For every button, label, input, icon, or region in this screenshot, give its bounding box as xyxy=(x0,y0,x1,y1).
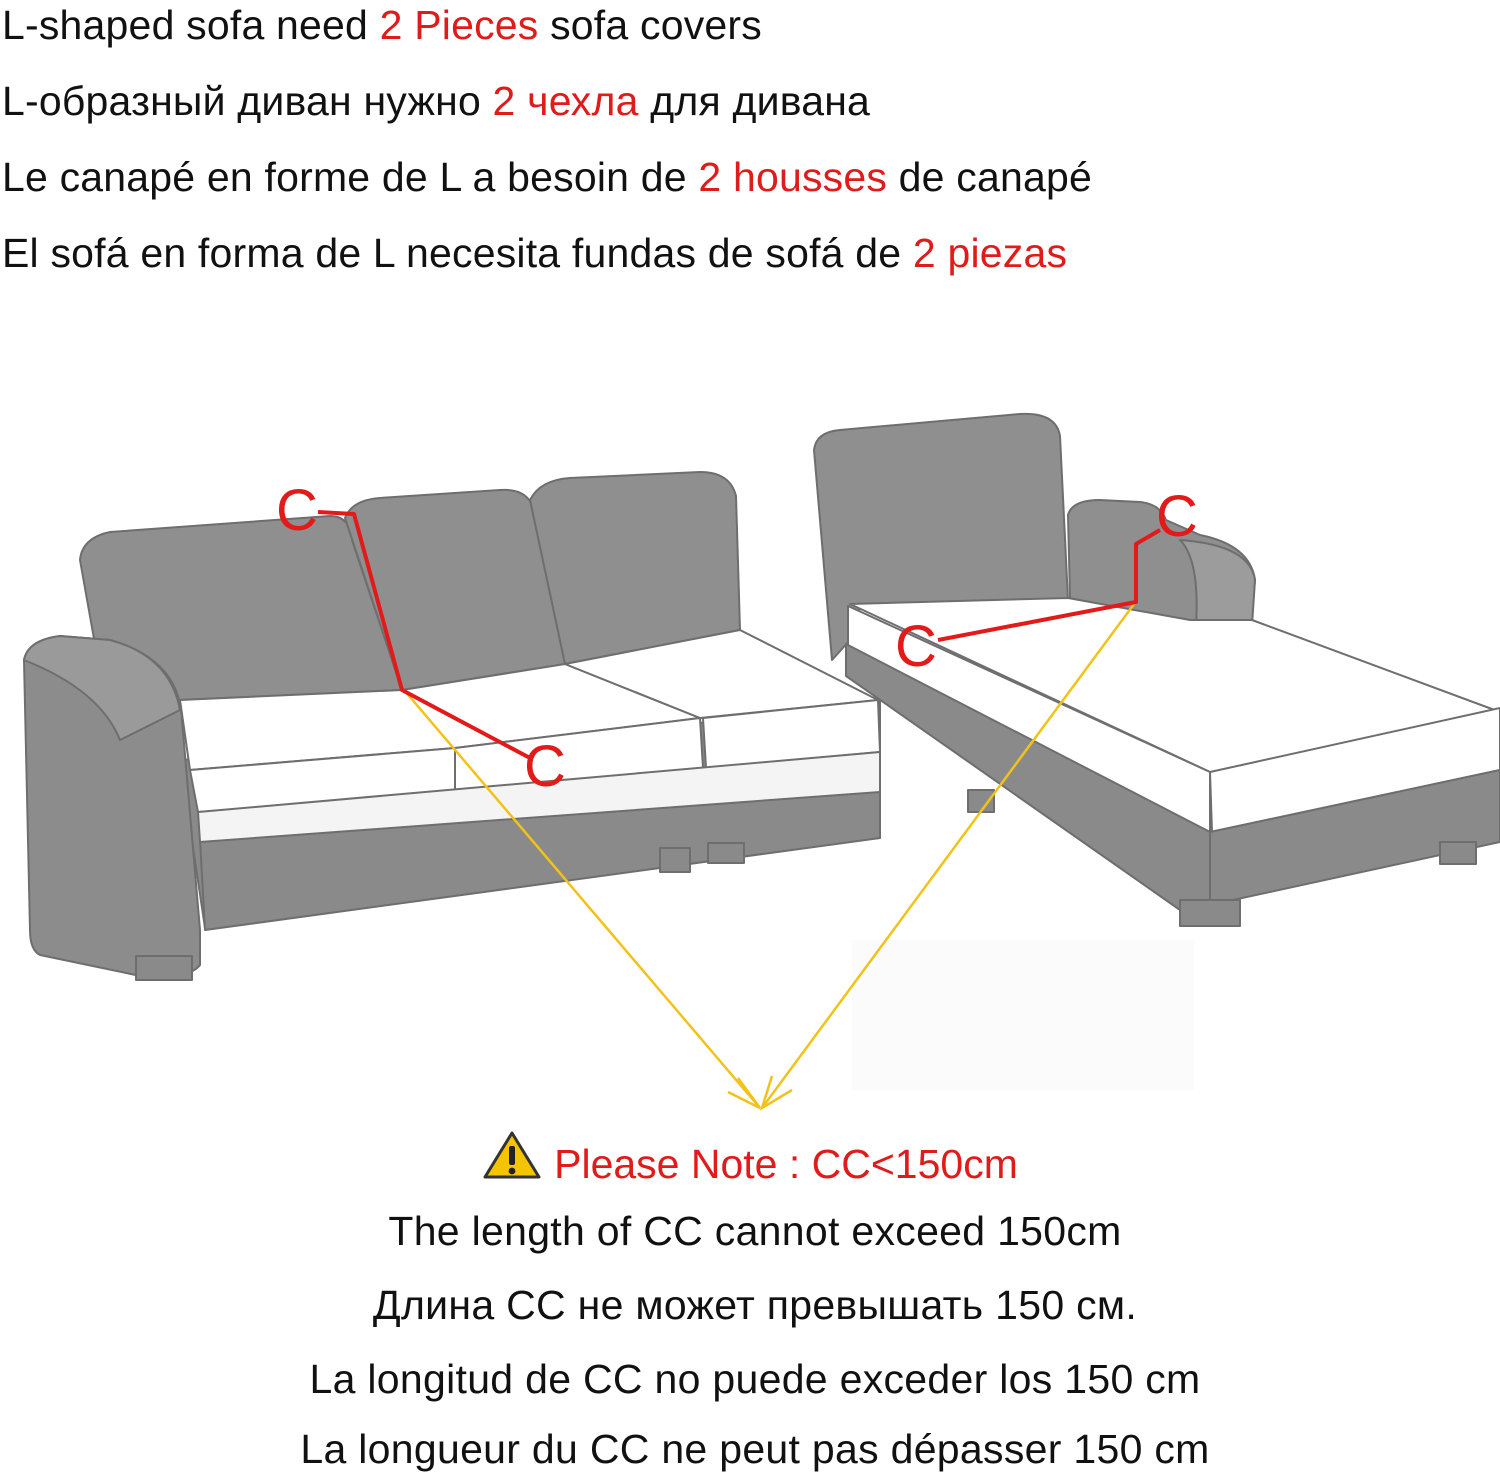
c-marker: C xyxy=(895,614,937,679)
header-text: de canapé xyxy=(887,154,1092,200)
header-highlight: 2 piezas xyxy=(912,230,1068,276)
note-line-fr: La longueur du CC ne peut pas dépasser 150 cm xyxy=(300,1426,1210,1472)
sofa-leg xyxy=(708,843,744,863)
header-highlight: 2 Pieces xyxy=(379,2,539,48)
header-highlight: 2 чехла xyxy=(492,78,639,124)
sofa-leg xyxy=(136,956,192,980)
note-line-ru: Длина CC не может превышать 150 см. xyxy=(372,1282,1138,1328)
blank-panel xyxy=(852,940,1194,1090)
note-line-es: La longitud de CC no puede exceder los 150 cm xyxy=(309,1356,1201,1402)
header-text: Le canapé en forme de L a besoin de xyxy=(2,154,699,200)
note-title: Please Note : CC<150cm xyxy=(554,1141,1018,1187)
c-marker: C xyxy=(1156,484,1198,549)
arrowhead-left xyxy=(728,1078,760,1108)
note-line-en: The length of CC cannot exceed 150cm xyxy=(388,1208,1122,1254)
note-title-row xyxy=(0,1130,1500,1191)
chaise-leg xyxy=(1180,900,1240,926)
header-text: L-shaped sofa need xyxy=(2,2,380,48)
chaise-leg xyxy=(1440,842,1476,864)
header-highlight: 2 housses xyxy=(698,154,888,200)
c-marker: C xyxy=(276,478,318,543)
header-text: L-образный диван нужно xyxy=(2,78,493,124)
header-text: sofa covers xyxy=(538,2,762,48)
header-text: El sofá en forma de L necesita fundas de sofá de xyxy=(2,230,913,276)
warning-icon xyxy=(482,1130,542,1191)
left-sofa xyxy=(24,472,880,980)
sofa-leg xyxy=(660,848,690,872)
c-marker: C xyxy=(524,734,566,799)
header-text: для дивана xyxy=(638,78,871,124)
